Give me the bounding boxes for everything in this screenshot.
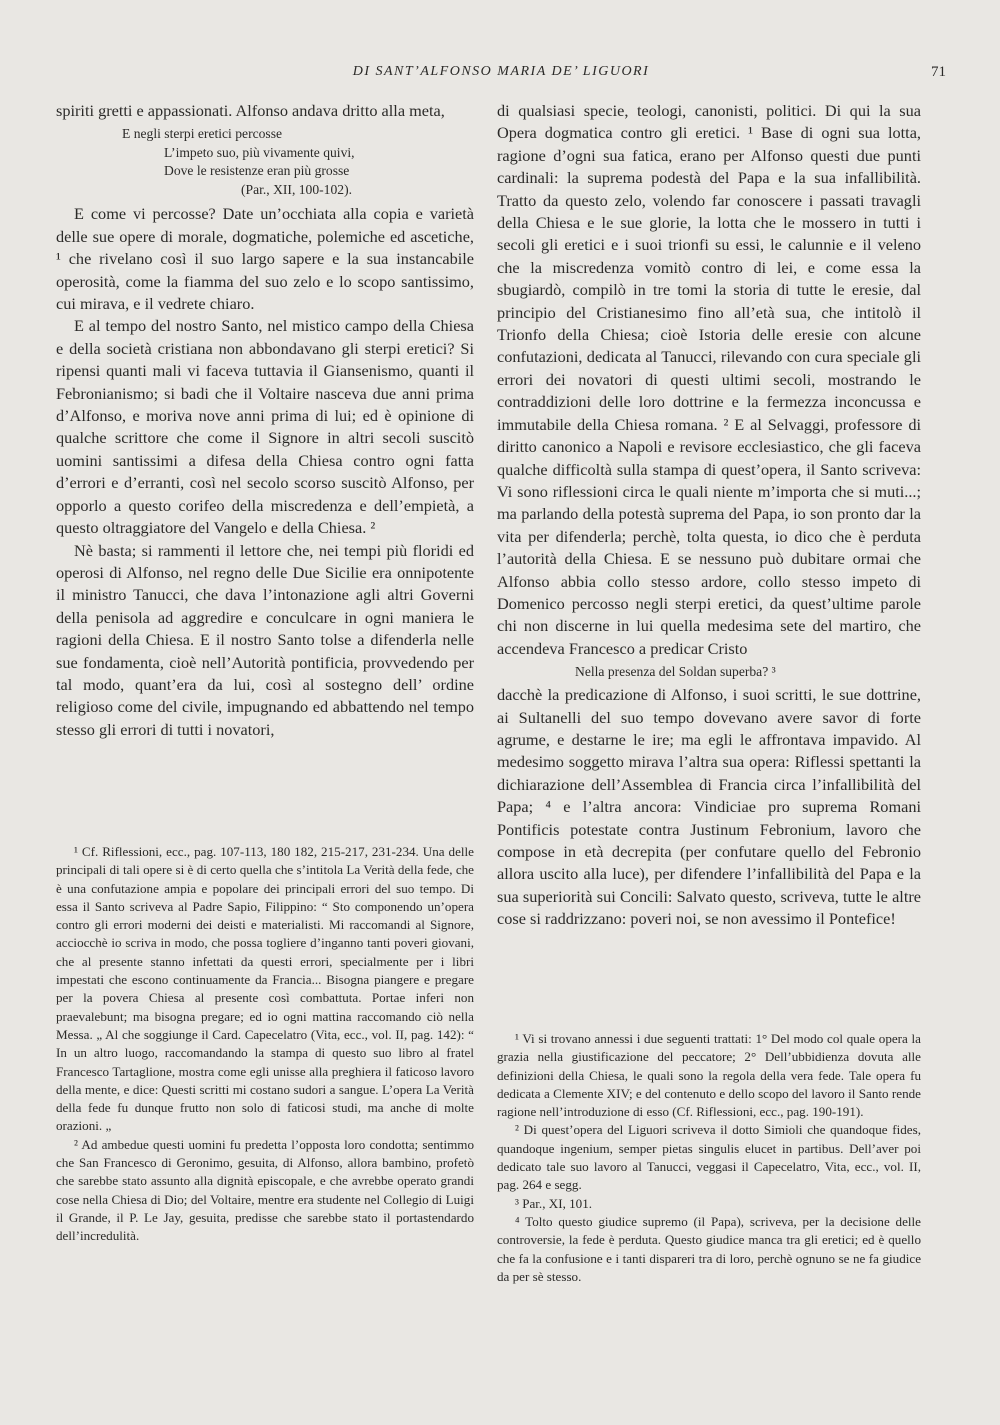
right-column [497, 100, 921, 931]
running-title: DI SANT’ALFONSO MARIA DE’ LIGUORI [352, 64, 650, 79]
paragraph: spiriti gretti e appassionati. Alfonso andava dritto alla meta, [56, 101, 445, 120]
verse-line: L’impeto suo, più vivamente quivi, [164, 144, 355, 160]
left-column [56, 100, 474, 741]
paragraph: Nè basta; si rammenti il lettore che, nei tempi più floridi ed operosi di Alfonso, nel regno delle Due Sicilie era onnipotente il ministro Tanucci, che dava l’intonazione agli altri Governi della penisola ad aggredire e conculcare in ogni maniera le ragioni della Chiesa. E il nostro Santo tolse a difenderla nelle sue fondamenta, cioè nell’Autorità pontificia, provvedendo per tal modo, quant’era da lui, così al sostegno dell’ ordine religioso come del civile, impugnando ed abbattendo nel tempo stesso gli errori di tutti i novatori, [56, 540, 474, 739]
footnote: ¹ Cf. Riflessioni, ecc., pag. 107-113, 180 182, 215-217, 231-234. Una delle principali di tali opere si è di certo quella che s’intitola La Verità della fede, che è una confutazione ampia e popolare dei principali errori del suo tempo. Di essa il Santo scriveva al Padre Sapio, Filippino: “ Sto componendo un’opera contro gli errori moderni dei deisti e materialisti. Mi raccomandi al Signore, acciocchè io scriva in modo, che possa togliere d’inganno tanti poveri giovani, che al presente stanno infettati da questi errori, specialmente per i libri impestati che escono continuamente da Francia... Bisogna piangere e pregare per la povera Chiesa al presente così combattuta. Portae inferi non praevalebunt; ma bisogna pregare; ed io ogni mattina raccomando ciò nella Messa. „ Al che soggiunge il Card. Capecelatro (Vita, ecc., vol. II, pag. 142): “ In un altro luogo, raccomandando la stampa di questo suo libro al fratel Francesco Tartaglione, mostra come egli unisse alla preghiera il faticoso lavoro della mente, e dice: Questi scritti mi costano sudori a sangue. L’opera La Verità della fede fu dunque frutto non solo di faticosi studi, ma anche di molte orazioni. „ [56, 844, 474, 1134]
paragraph: E al tempo del nostro Santo, nel mistico campo della Chiesa e della società cristiana non abbondavano gli sterpi eretici? Si ripensi quanti mali vi faceva tuttavia il Giansenismo, quanti il Febronianismo; si badi che il Voltaire nasceva due anni prima d’Alfonso, e moriva nove anni prima di lui; ed è opinione di qualche scrittore che come il Signore in altri secoli suscitò uomini santissimi a difesa della Chiesa contro ogni fatta d’errori e d’erranti, così nel secolo scorso suscitò Alfonso, per opporlo a questo corifeo della miscredenza e dell’empietà, a questo oltraggiatore del Vangelo e della Chiesa. ² [56, 316, 474, 538]
footnote: ¹ Vi si trovano annessi i due seguenti trattati: 1° Del modo col quale opera la grazia nella giustificazione del peccatore; 2° Dell’ubbidienza dovuta alle definizioni della Chiesa, le quali sono la regola della vera fede. Tale opera fu dedicata a Clemente XIV; e del contenuto e dello scopo del lavoro il Santo rende ragione nell’introduzione di esso (Cf. Riflessioni, ecc., pag. 190-191). [497, 1031, 921, 1120]
footnote: ² Ad ambedue questi uomini fu predetta l’opposta loro condotta; sentimmo che San Francesco di Geronimo, gesuita, di Alfonso, allora bambino, profetò che sarebbe stato assunto alla dignità episcopale, e che avrebbe operato grandi cose nella Chiesa di Dio; del Voltaire, mentre era studente nel Collegio di Luigi il Grande, il P. Le Jay, gesuita, predisse che sarebbe stato il portastendardo dell’incredulità. [56, 1136, 474, 1244]
verse-line: Dove le resistenze eran più grosse [164, 163, 350, 179]
footnote: ⁴ Tolto questo giudice supremo (il Papa), scriveva, per la decisione delle controversie, la fede è perduta. Questo giudice manca tra gli eretici; ed è quello che fa la confusione e i tanti dispareri tra di loro, perchè ognuno se ne fa giudice da per sè stesso. [497, 1213, 921, 1284]
verse-quote [56, 125, 474, 199]
footnotes-left [56, 843, 474, 1246]
paragraph: di qualsiasi specie, teologi, canonisti, politici. Di qui la sua Opera dogmatica contro gli eretici. ¹ Base di ogni sua lotta, ragione d’ogni sua fatica, erano per Alfonso questi due punti cardinali: la suprema podestà del Papa e la sua infallibilità. Tratto da questo zelo, volendo far conoscere i passati travagli della Chiesa e le sue glorie, la lotta che le mossero in tutti i secoli gli eretici e i suoi trionfi su essi, le calunnie e il veleno che la miscredenza vomitò contro di lei, e come essa la sbugiardò, compilò in tre tomi la storia di tutte le eresie, dal principio del Cristianesimo fino all’età sua, che intitolò il Trionfo della Chiesa; cioè Istoria delle eresie con alcune confutazioni, dedicata al Tanucci, rilevando con cura speciale gli errori dei novatori di questi ultimi secoli, mostrando le contraddizioni delle loro dottrine e la fermezza inconcussa e immutabile della Chiesa romana. ² E al Selvaggi, professore di diritto canonico a Napoli e revisore ecclesiastico, che gli faceva qualche difficoltà sulla stampa di quest’opera, il Santo scriveva: Vi sono riflessioni circa le quali niente m’importa che si muti...; ma parlando della potestà suprema del Papa, io son pronto dar la vita per difenderla; perchè, tolta questa, io dico che è perduta l’autorità della Chiesa. E se nessuno può dubitare ormai che Alfonso abbia collo stesso ardore, collo stesso impeto di Domenico percosso negli sterpi eretici, da quest’ultime parole chi non discerne in lui quella medesima sete del martiro, che accendeva Francesco a predicar Cristo [497, 101, 921, 658]
footnote: ³ Par., XI, 101. [515, 1195, 593, 1211]
footnotes-right [497, 1030, 921, 1286]
paragraph: E come vi percosse? Date un’occhiata alla copia e varietà delle sue opere di morale, dogmatiche, polemiche ed ascetiche, ¹ che rivelano così il suo largo sapere e la sua instancabile operosità, come la fiamma del suo zelo e lo scopo santissimo, cui mirava, e il vedrete chiaro. [56, 204, 474, 314]
page-number: 71 [931, 64, 946, 80]
verse-quote: Nella presenza del Soldan superba? ³ [575, 664, 776, 680]
verse-line: E negli sterpi eretici percosse [122, 126, 283, 142]
paragraph: dacchè la predicazione di Alfonso, i suoi scritti, le sue dottrine, ai Sultanelli del suo tempo dovevano avere savor di forte agrume, e destarne le ire; ma egli le affrontava impavido. Al medesimo soggetto mirava l’altra sua opera: Riflessi spettanti la dichiarazione dell’Assemblea di Francia circa l’infallibilità del Papa; ⁴ e l’altra ancora: Vindiciae pro suprema Romani Pontificis potestate contra Justinum Febronium, lavoro che compose in età decrepita (per confutare quello del Febronio allora uscito alla luce), per difendere l’infallibilità del Papa e la sua superiorità sui Concili: Salvato questo, scriveva, tutte le altre cose si raddrizzano: poveri noi, se non avessimo il Pontefice! [497, 685, 921, 929]
page-header [56, 64, 946, 86]
footnote: ² Di quest’opera del Liguori scriveva il dotto Simioli che quandoque fides, quandoque ingenium, semper pietas singulis elucet in partibus. Dell’aver poi dedicato tale suo lavoro al Tanucci, veggasi il Capecelatro, Vita, ecc., vol. II, pag. 264 e segg. [497, 1122, 921, 1193]
verse-reference: (Par., XII, 100-102). [241, 181, 352, 197]
